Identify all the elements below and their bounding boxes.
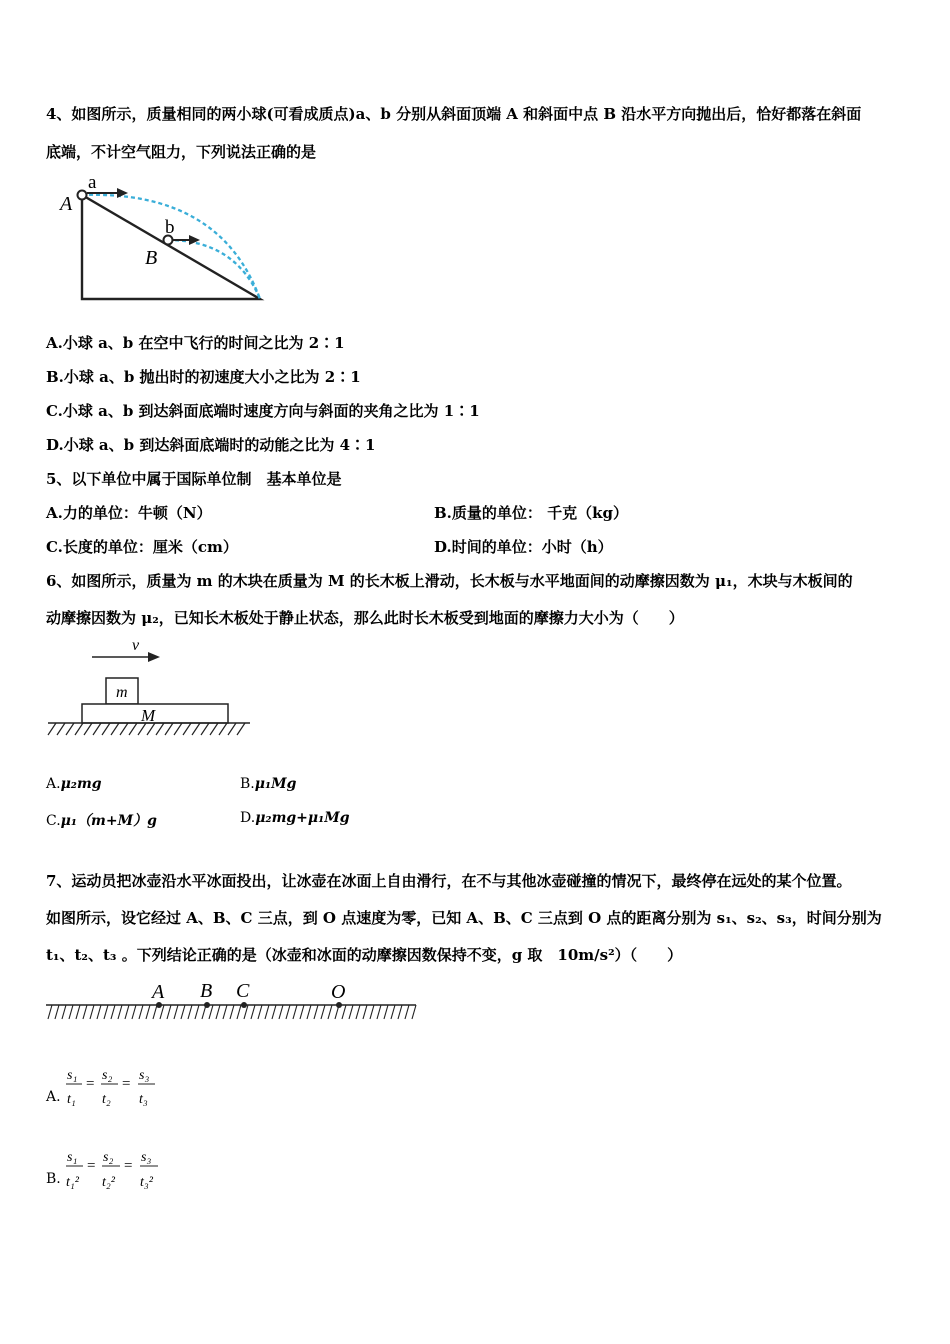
q7-option-a-letter: A.	[46, 1089, 61, 1105]
q7-label-A: A	[152, 981, 165, 1003]
q6-label-v: v	[132, 637, 140, 654]
q6-option-a: A.μ₂mg	[46, 776, 102, 792]
q7-stem-line1: 7、运动员把冰壶沿水平冰面投出，让冰壶在冰面上自由滑行，在不与其他冰壶碰撞的情况下，最终停在远处的某个位置。	[46, 872, 852, 890]
q7-label-C: C	[236, 980, 250, 1002]
q4-option-b: B.小球 a、b 抛出时的初速度大小之比为 2∶1	[46, 368, 361, 386]
q7-option-b-letter: B.	[46, 1171, 61, 1187]
q5-option-b: B.质量的单位： 千克（kg）	[434, 504, 629, 522]
q4-label-A: A	[60, 193, 73, 215]
svg-text:=: =	[122, 1076, 131, 1092]
q7-stem-line3: t₁、t₂、t₃ 。下列结论正确的是（冰壶和冰面的动摩擦因数保持不变，g 取 10m/s²）（ ）	[46, 946, 683, 964]
q6-block-figure	[48, 636, 258, 746]
q6-option-b: B.μ₁Mg	[240, 776, 297, 792]
q7-a-d2: t₂	[102, 1092, 111, 1107]
q6-label-m: m	[116, 684, 128, 701]
svg-text:=: =	[86, 1076, 95, 1092]
q4-label-a: a	[88, 172, 97, 193]
q4-option-a: A.小球 a、b 在空中飞行的时间之比为 2∶1	[46, 334, 345, 352]
q7-a-n3: s₃	[139, 1068, 150, 1083]
q5-option-c: C.长度的单位：厘米（cm）	[46, 538, 238, 556]
q7-b-d2: t₂²	[102, 1175, 115, 1190]
q5-stem: 5、以下单位中属于国际单位制 基本单位是	[46, 470, 342, 488]
q4-stem-line2: 底端，不计空气阻力，下列说法正确的是	[46, 143, 317, 161]
q4-option-c: C.小球 a、b 到达斜面底端时速度方向与斜面的夹角之比为 1∶1	[46, 402, 480, 420]
q6-stem-line1: 6、如图所示，质量为 m 的木块在质量为 M 的长木板上滑动，长木板与水平地面间的动摩擦因数为 μ₁，木块与木板间的	[46, 572, 853, 590]
q4-incline-figure	[50, 170, 270, 310]
q5-option-a: A.力的单位：牛顿（N）	[46, 504, 212, 522]
q6-label-M: M	[141, 706, 156, 725]
q4-label-B: B	[145, 247, 158, 269]
svg-text:=: =	[124, 1158, 133, 1174]
q7-ice-figure	[46, 978, 418, 1026]
svg-text:=: =	[87, 1158, 96, 1174]
q7-option-a-formula	[62, 1062, 162, 1112]
q5-option-d: D.时间的单位：小时（h）	[434, 538, 613, 556]
q7-b-n1: s₁	[67, 1150, 78, 1165]
q7-a-n2: s₂	[102, 1068, 113, 1083]
q4-option-d: D.小球 a、b 到达斜面底端时的动能之比为 4∶1	[46, 436, 376, 454]
q7-b-d3: t₃²	[140, 1175, 153, 1190]
q7-label-B: B	[200, 980, 213, 1002]
q6-stem-line2: 动摩擦因数为 μ₂，已知长木板处于静止状态，那么此时长木板受到地面的摩擦力大小为（ ）	[46, 609, 684, 627]
q7-stem-line2: 如图所示，设它经过 A、B、C 三点，到 O 点速度为零，已知 A、B、C 三点到 O 点的距离分别为 s₁、s₂、s₃，时间分别为	[46, 909, 882, 927]
q4-stem-line1: 4、如图所示，质量相同的两小球(可看成质点)a、b 分别从斜面顶端 A 和斜面中点 B 沿水平方向抛出后，恰好都落在斜面	[46, 105, 862, 123]
q7-a-d3: t₃	[139, 1092, 148, 1107]
q6-option-d: D.μ₂mg+μ₁Mg	[240, 810, 350, 826]
q7-b-n2: s₂	[103, 1150, 114, 1165]
q6-option-c: C.μ₁（m+M）g	[46, 813, 157, 829]
q7-b-n3: s₃	[141, 1150, 152, 1165]
q7-b-d1: t₁²	[66, 1175, 79, 1190]
q7-label-O: O	[331, 981, 346, 1003]
q7-option-b-formula	[62, 1144, 166, 1196]
q4-label-b: b	[165, 217, 175, 238]
q7-a-d1: t₁	[67, 1092, 76, 1107]
q7-a-n1: s₁	[67, 1068, 78, 1083]
